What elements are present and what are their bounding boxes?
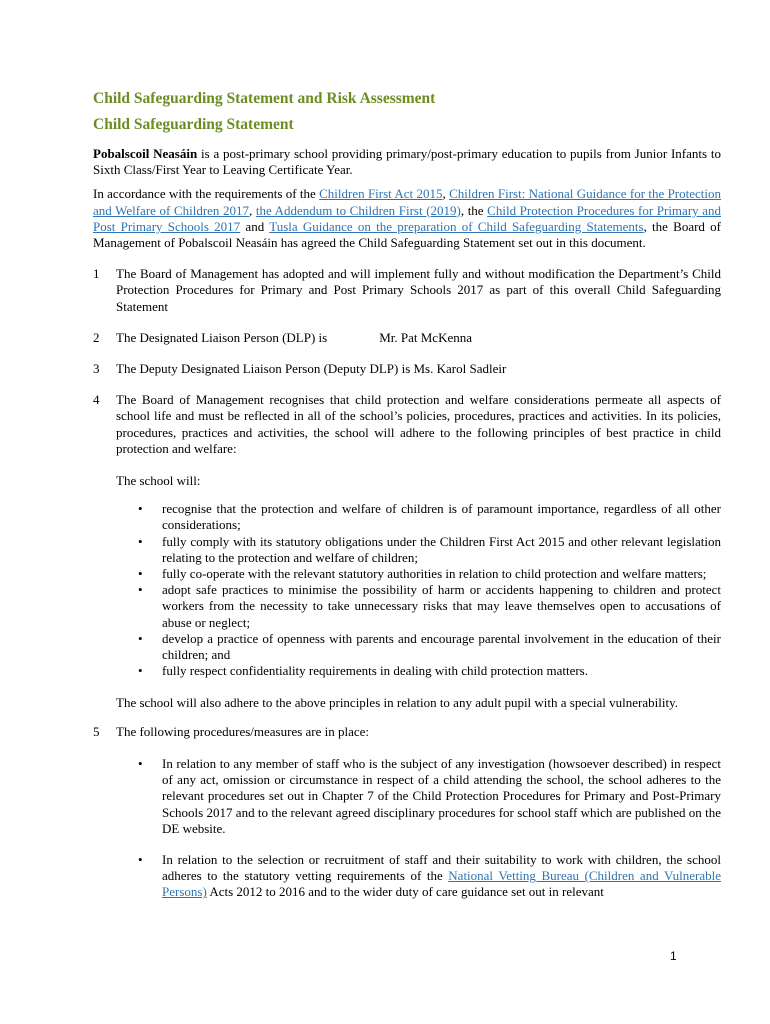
link-tusla-guidance[interactable]: Tusla Guidance on the preparation of Child Safeguarding Statements	[269, 218, 644, 234]
document-title: Child Safeguarding Statement and Risk Assessment	[93, 90, 436, 107]
link-addendum[interactable]: the Addendum to Children First (2019)	[255, 202, 461, 218]
procedures-list	[116, 756, 721, 901]
dlp-name: Mr. Pat McKenna	[379, 329, 473, 345]
document-body	[93, 90, 721, 916]
list-item: • In relation to the selection or recruitment of staff and their suitability to work with children, the school adheres to the statutory vetting requirements of the National Vetting Bureau (Children and Vulnerable Persons) Acts 2012 to 2016 and to the wider duty of care guidance set out in relevant	[138, 851, 721, 900]
list-item: • fully comply with its statutory obligations under the Children First Act 2015 and other relevant legislation relating to the protection and welfare of children;	[138, 533, 721, 565]
list-item: • recognise that the protection and welfare of children is of paramount importance, regardless of all other considerations;	[138, 501, 721, 533]
school-will-label: The school will:	[116, 473, 201, 489]
school-name: Pobalscoil Neasáin	[93, 146, 198, 161]
section-title: Child Safeguarding Statement	[93, 116, 294, 133]
list-item: • fully co-operate with the relevant statutory authorities in relation to child protection and welfare matters;	[138, 566, 707, 582]
list-item: • adopt safe practices to minimise the possibility of harm or accidents happening to children and protect workers from the necessity to take unnecessary risks that may leave themselves open to accusations of abuse or neglect;	[138, 582, 721, 630]
list-item: • In relation to any member of staff who is the subject of any investigation (howsoever described) in respect of any act, omission or circumstance in respect of a child attending the school, the school adheres to the relevant procedures set out in Chapter 7 of the Child Protection Procedures for Primary and Post-Primary Schools 2017 and to the relevant agreed disciplinary procedures for school staff which are published on the DE website.	[138, 755, 721, 836]
link-children-first-act[interactable]: Children First Act 2015	[319, 186, 443, 202]
link-national-vetting-bureau[interactable]: National Vetting Bureau (Children and Vulnerable Persons)	[162, 868, 721, 900]
page-number: 1	[670, 949, 677, 963]
numbered-item-1: 1 The Board of Management has adopted and will implement fully and without modification the Department’s Child Protection Procedures for Primary and Post Primary Schools 2017 as part of this overall Child Safeguarding Statement	[93, 266, 721, 314]
list-item: • fully respect confidentiality requirements in dealing with child protection matters.	[138, 663, 588, 679]
intro-paragraph: Pobalscoil Neasáin is a post-primary school providing primary/post-primary education to pupils from Junior Infants to Sixth Class/First Year to Leaving Certificate Year.	[93, 146, 721, 178]
link-child-protection-procedures[interactable]: Child Protection Procedures for Primary and Post Primary Schools 2017	[93, 202, 722, 234]
accordance-paragraph: In accordance with the requirements of the Children First Act 2015, Children First: National Guidance for the Protection and Welfare of Children 2017, the Addendum to Children First (2019), the Child Protection Procedures for Primary and Post Primary Schools 2017 and Tusla Guidance on the preparation of Child Safeguarding Statements, the Board of Management of Pobalscoil Neasáin has agreed the Child Safeguarding Statement set out in this document.	[93, 186, 722, 251]
numbered-item-4: 4 The Board of Management recognises that child protection and welfare considerations permeate all aspects of school life and must be reflected in all of the school’s policies, procedures, practices and activities. In its policies, procedures, practices and activities, the school will adhere to the following principles of best practice in child protection and welfare: The school will: • recognise that the protection and welfare of children is of paramount importance, regardless of all other considerations; • fully comply with its statutory obligations under the Children First Act 2015 and other relevant legislation relating to the protection and welfare of children; • fully co-operate with the relevant statutory authorities in relation to child protection and welfare matters; • adopt safe practices to minimise the possibility of harm or accidents happening to children and protect workers from the necessity to take unnecessary risks that may leave themselves open to accusations of abuse or neglect; • develop a practice of openness with parents and encourage parental involvement in the education of their children; and • fully respect confidentiality requirements in dealing with child protection matters. The school will also adhere to the above principles in relation to any adult pupil with a special vulnerability.	[93, 392, 721, 711]
list-item: • develop a practice of openness with parents and encourage parental involvement in the education of their children; and	[138, 630, 721, 663]
numbered-item-2: 2 The Designated Liaison Person (DLP) is Mr. Pat McKenna	[93, 329, 473, 345]
link-national-guidance[interactable]: Children First: National Guidance for the Protection and Welfare of Children 2017	[93, 186, 721, 218]
principles-list	[116, 501, 721, 679]
numbered-item-5: 5 The following procedures/measures are in place: • In relation to any member of staff who is the subject of any investigation (howsoever described) in respect of any act, omission or circumstance in respect of a child attending the school, the school adheres to the relevant procedures set out in Chapter 7 of the Child Protection Procedures for Primary and Post-Primary Schools 2017 and to the relevant agreed disciplinary procedures for school staff which are published on the DE website. • In relation to the selection or recruitment of staff and their suitability to work with children, the school adheres to the statutory vetting requirements of the National Vetting Bureau (Children and Vulnerable Persons) Acts 2012 to 2016 and to the wider duty of care guidance set out in relevant	[93, 723, 721, 900]
adult-pupil-note: The school will also adhere to the above principles in relation to any adult pupil with a special vulnerability.	[116, 695, 678, 711]
numbered-item-3: 3 The Deputy Designated Liaison Person (Deputy DLP) is Ms. Karol Sadleir	[93, 361, 507, 377]
